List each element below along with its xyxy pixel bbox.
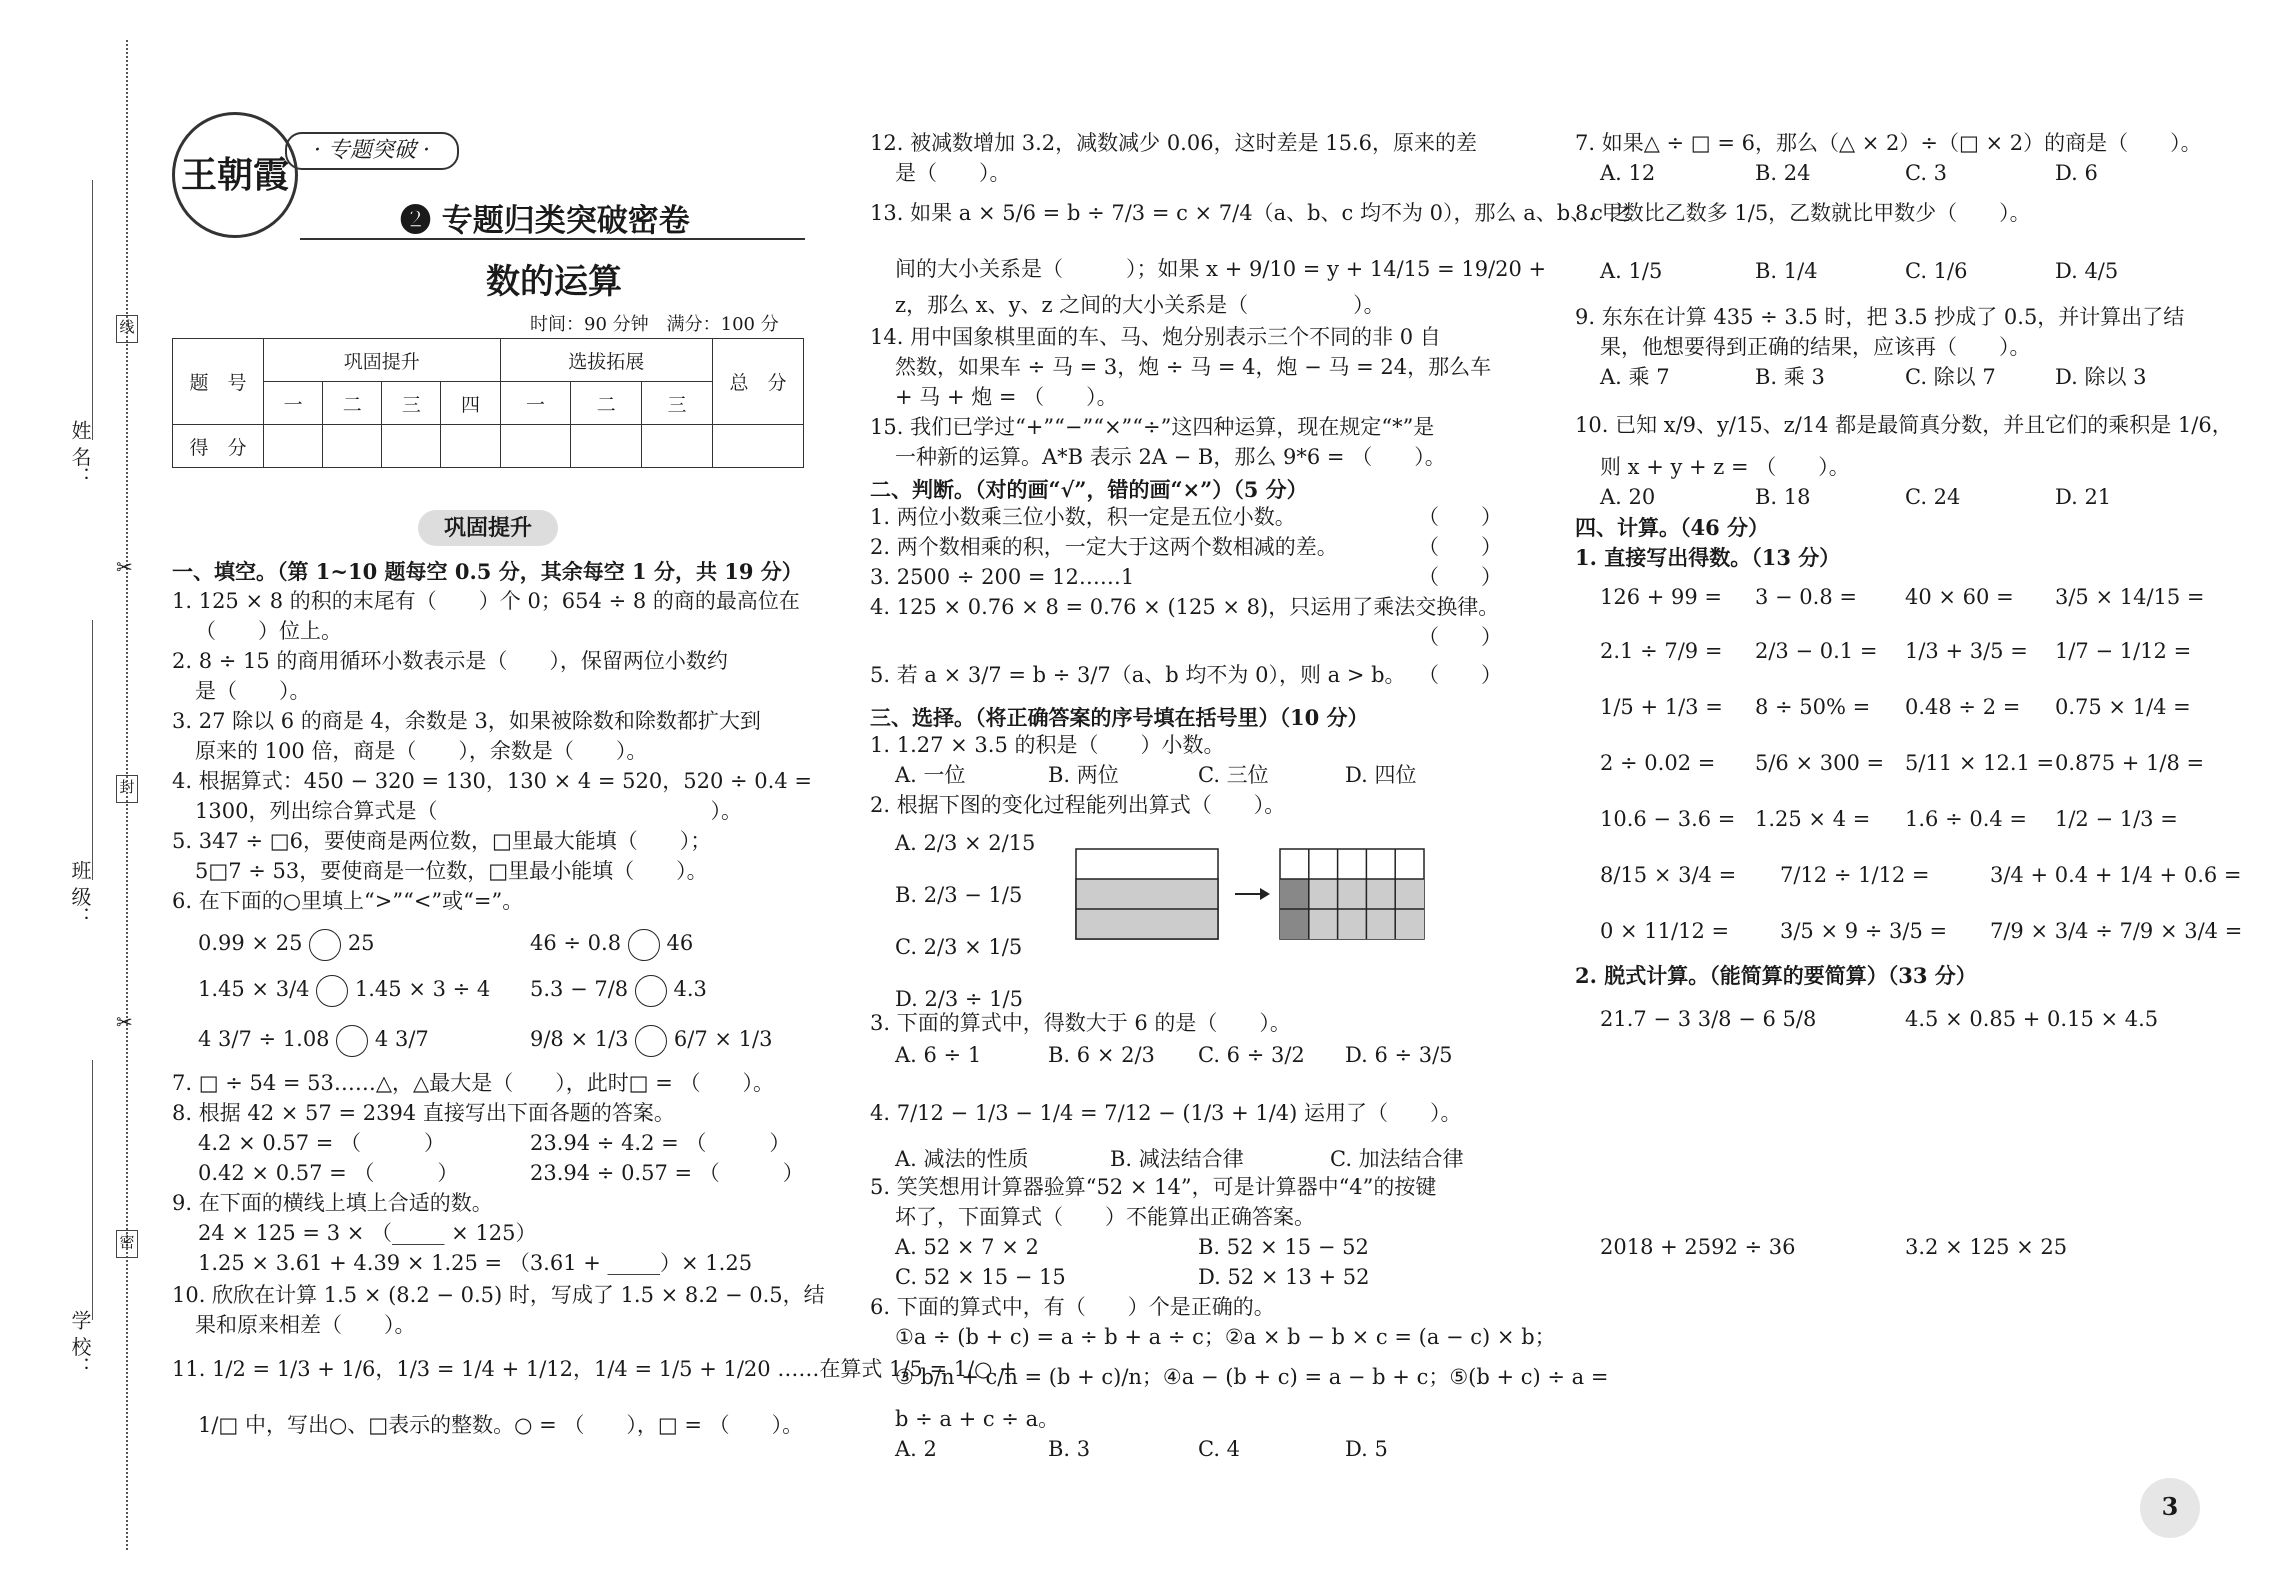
question-line: 10. 欣欣在计算 1.5 × (8.2 − 0.5) 时，写成了 1.5 × 8.2 − 0.5，结 — [172, 1283, 825, 1307]
fraction-diagram — [1075, 848, 1425, 940]
choice-question: 10. 已知 x/9、y/15、z/14 都是最简真分数，并且它们的乘积是 1/6， — [1575, 413, 2233, 437]
table-col: 一 — [264, 382, 323, 425]
name-blank[interactable] — [92, 180, 93, 440]
question-line: 2. 8 ÷ 15 的商用循环小数表示是（ ），保留两位小数约 — [172, 649, 728, 673]
judge-item: 1. 两位小数乘三位小数，积一定是五位小数。 — [870, 505, 1296, 529]
compare-circle[interactable] — [336, 1025, 368, 1057]
compare-item: 46 ÷ 0.8 46 — [530, 928, 693, 961]
direct-item: 2/3 − 0.1 = — [1755, 639, 1878, 663]
choice-question: 坏了，下面算式（ ）不能算出正确答案。 — [895, 1205, 1315, 1229]
question-line: 23.94 ÷ 4.2 = （ ） — [530, 1131, 791, 1155]
choice-option[interactable]: B. 18 — [1755, 485, 1811, 509]
choice-option[interactable]: B. 52 × 15 − 52 — [1198, 1235, 1369, 1259]
question-line: 4. 根据算式：450 − 320 = 130，130 × 4 = 520，520 ÷ 0.4 = — [172, 769, 812, 793]
question-line: 一种新的运算。A*B 表示 2A − B，那么 9*6 = （ ）。 — [895, 445, 1446, 469]
choice-option[interactable]: A. 减法的性质 — [895, 1147, 1029, 1171]
school-blank[interactable] — [92, 1060, 93, 1320]
direct-item: 1/2 − 1/3 = — [2055, 807, 2178, 831]
choice-heading: 三、选择。（将正确答案的序号填在括号里）（10 分） — [870, 705, 1369, 730]
score-cell[interactable] — [382, 425, 441, 468]
table-header: 得 分 — [173, 425, 264, 468]
compare-item: 0.99 × 25 25 — [198, 928, 375, 961]
choice-option[interactable]: C. 除以 7 — [1905, 365, 1996, 389]
choice-option[interactable]: B. 24 — [1755, 161, 1811, 185]
choice-option[interactable]: D. 6 ÷ 3/5 — [1345, 1043, 1453, 1067]
compare-item: 4 3/7 ÷ 1.08 4 3/7 — [198, 1024, 429, 1057]
class-blank[interactable] — [92, 620, 93, 880]
question-line: 5□7 ÷ 53，要使商是一位数，□里最小能填（ ）。 — [195, 859, 708, 883]
choice-statement: ①a ÷ (b + c) = a ÷ b + a ÷ c；②a × b − b × c = (a − c) × b； — [895, 1325, 1556, 1349]
direct-item: 2 ÷ 0.02 = — [1600, 751, 1716, 775]
question-line: 1.25 × 3.61 + 4.39 × 1.25 = （3.61 + _____）× 1.25 — [198, 1251, 753, 1275]
scissors-icon: ✂ — [116, 555, 133, 579]
choice-option[interactable]: A. 20 — [1600, 485, 1656, 509]
subject-title: 数的运算 — [486, 262, 622, 302]
question-line: z，那么 x、y、z 之间的大小关系是（ ）。 — [895, 293, 1385, 317]
brand-logo: 王朝霞 — [172, 112, 298, 238]
choice-option[interactable]: A. 12 — [1600, 161, 1656, 185]
question-line: 1. 125 × 8 的积的末尾有（ ）个 0；654 ÷ 8 的商的最高位在 — [172, 589, 800, 613]
question-line: 然数，如果车 ÷ 马 = 3，炮 ÷ 马 = 4，炮 − 马 = 24，那么车 — [895, 355, 1492, 379]
choice-question: 2. 根据下图的变化过程能列出算式（ ）。 — [870, 793, 1286, 817]
choice-question: 9. 东东在计算 435 ÷ 3.5 时，把 3.5 抄成了 0.5，并计算出了结 — [1575, 305, 2185, 329]
direct-heading: 1. 直接写出得数。（13 分） — [1575, 545, 1841, 570]
choice-option[interactable]: B. 2/3 − 1/5 — [895, 883, 1023, 907]
direct-item: 7/12 ÷ 1/12 = — [1780, 863, 1930, 887]
direct-item: 3/5 × 14/15 = — [2055, 585, 2205, 609]
direct-item: 126 + 99 = — [1600, 585, 1723, 609]
choice-option[interactable]: D. 2/3 ÷ 1/5 — [895, 987, 1023, 1011]
question-line: 间的大小关系是（ ）；如果 x + 9/10 = y + 14/15 = 19/20 + — [895, 257, 1547, 281]
answer-paren[interactable]: （ ） — [1418, 663, 1502, 687]
table-col: 三 — [382, 382, 441, 425]
judge-item: 3. 2500 ÷ 200 = 12……1 — [870, 565, 1135, 589]
direct-item: 3/5 × 9 ÷ 3/5 = — [1780, 919, 1948, 943]
compare-item: 9/8 × 1/3 6/7 × 1/3 — [530, 1024, 772, 1057]
table-col: 四 — [441, 382, 500, 425]
question-line: 11. 1/2 = 1/3 + 1/6，1/3 = 1/4 + 1/12，1/4 = 1/5 + 1/20 ……在算式 1/5 = 1/○ + — [172, 1357, 1017, 1381]
compare-item: 1.45 × 3/4 1.45 × 3 ÷ 4 — [198, 974, 490, 1007]
compare-circle[interactable] — [316, 975, 348, 1007]
score-cell[interactable] — [571, 425, 642, 468]
name-label: 姓 名： — [68, 420, 92, 487]
choice-option[interactable]: B. 乘 3 — [1755, 365, 1825, 389]
choice-question: 则 x + y + z = （ ）。 — [1600, 455, 1850, 479]
exam-title: ❷ 专题归类突破密卷 — [400, 203, 690, 239]
choice-option[interactable]: C. 6 ÷ 3/2 — [1198, 1043, 1305, 1067]
direct-item: 8/15 × 3/4 = — [1600, 863, 1737, 887]
flower-icon — [2140, 1478, 2200, 1538]
seal-line-char: 线 — [116, 315, 138, 343]
question-line: 12. 被减数增加 3.2，减数减少 0.06，这时差是 15.6，原来的差 — [870, 131, 1478, 155]
question-line: 5. 347 ÷ □6，要使商是两位数，□里最大能填（ ）； — [172, 829, 712, 853]
topic-tag: · 专题突破 · — [285, 132, 459, 170]
choice-option[interactable]: A. 52 × 7 × 2 — [895, 1235, 1039, 1259]
choice-option[interactable]: D. 除以 3 — [2055, 365, 2147, 389]
exam-meta: 时间：90 分钟 满分：100 分 — [530, 314, 779, 335]
question-line: 果和原来相差（ ）。 — [195, 1313, 416, 1337]
question-line: 15. 我们已学过“+”“−”“×”“÷”这四种运算，现在规定“*”是 — [870, 415, 1435, 439]
choice-option[interactable]: C. 3 — [1905, 161, 1948, 185]
class-label: 班 级： — [68, 860, 92, 927]
direct-item: 1.25 × 4 = — [1755, 807, 1871, 831]
compare-circle[interactable] — [635, 1025, 667, 1057]
question-line: 23.94 ÷ 0.57 = （ ） — [530, 1161, 804, 1185]
choice-question: 1. 1.27 × 3.5 的积是（ ）小数。 — [870, 733, 1225, 757]
direct-item: 8 ÷ 50% = — [1755, 695, 1871, 719]
question-line: 9. 在下面的横线上填上合适的数。 — [172, 1191, 493, 1215]
choice-option[interactable]: C. 24 — [1905, 485, 1961, 509]
judge-item: 2. 两个数相乘的积，一定大于这两个数相减的差。 — [870, 535, 1338, 559]
direct-item: 0.875 + 1/8 = — [2055, 751, 2205, 775]
scissors-icon: ✂ — [116, 1010, 133, 1034]
table-header: 题 号 — [173, 339, 264, 425]
step-item: 4.5 × 0.85 + 0.15 × 4.5 — [1905, 1007, 2159, 1031]
choice-question: 6. 下面的算式中，有（ ）个是正确的。 — [870, 1295, 1275, 1319]
choice-option[interactable]: A. 1/5 — [1600, 259, 1663, 283]
choice-option[interactable]: C. 4 — [1198, 1437, 1241, 1461]
choice-statement: ③ b/n + c/n = (b + c)/n；④a − (b + c) = a − b + c；⑤(b + c) ÷ a = — [895, 1365, 1609, 1389]
score-cell[interactable] — [642, 425, 713, 468]
direct-item: 2.1 ÷ 7/9 = — [1600, 639, 1723, 663]
judge-heading: 二、判断。（对的画“√”，错的画“×”）（5 分） — [870, 477, 1308, 502]
question-line: 1300，列出综合算式是（ ）。 — [195, 799, 742, 823]
choice-option[interactable]: D. 4/5 — [2055, 259, 2119, 283]
choice-question: 3. 下面的算式中，得数大于 6 的是（ ）。 — [870, 1011, 1291, 1035]
choice-option[interactable]: A. 一位 — [895, 763, 966, 787]
answer-paren[interactable]: （ ） — [1418, 535, 1502, 559]
table-col: 一 — [500, 382, 571, 425]
table-header: 总 分 — [713, 339, 804, 425]
judge-item: 5. 若 a × 3/7 = b ÷ 3/7（a、b 均不为 0），则 a > b。 — [870, 663, 1406, 687]
choice-option[interactable]: C. 2/3 × 1/5 — [895, 935, 1023, 959]
choice-question: 8. 甲数比乙数多 1/5，乙数就比甲数少（ ）。 — [1575, 201, 2031, 225]
choice-option[interactable]: B. 3 — [1048, 1437, 1091, 1461]
choice-statement: b ÷ a + c ÷ a。 — [895, 1407, 1060, 1431]
direct-item: 3/4 + 0.4 + 1/4 + 0.6 = — [1990, 863, 2242, 887]
judge-item: 4. 125 × 0.76 × 8 = 0.76 × (125 × 8)，只运用了乘法交换律。 — [870, 595, 1500, 619]
seal-seal-char: 封 — [116, 775, 138, 803]
choice-option[interactable]: D. 四位 — [1345, 763, 1417, 787]
score-cell[interactable] — [264, 425, 323, 468]
choice-option[interactable]: A. 2/3 × 2/15 — [895, 831, 1036, 855]
page-number: 3 — [2161, 1492, 2179, 1521]
question-line: 7. □ ÷ 54 = 53……△，△最大是（ ），此时□ = （ ）。 — [172, 1071, 774, 1095]
question-line: + 马 + 炮 = （ ）。 — [895, 385, 1118, 409]
compare-circle[interactable] — [628, 929, 660, 961]
question-line: 原来的 100 倍，商是（ ），余数是（ ）。 — [195, 739, 648, 763]
direct-item: 40 × 60 = — [1905, 585, 2014, 609]
question-line: 0.42 × 0.57 = （ ） — [198, 1161, 459, 1185]
direct-item: 1/3 + 3/5 = — [1905, 639, 2028, 663]
choice-option[interactable]: D. 21 — [2055, 485, 2112, 509]
choice-option[interactable]: C. 加法结合律 — [1330, 1147, 1464, 1171]
score-cell[interactable] — [500, 425, 571, 468]
question-line: 3. 27 除以 6 的商是 4，余数是 3，如果被除数和除数都扩大到 — [172, 709, 761, 733]
table-col: 二 — [323, 382, 382, 425]
choice-option[interactable]: A. 乘 7 — [1600, 365, 1670, 389]
compare-circle[interactable] — [635, 975, 667, 1007]
section-badge: 巩固提升 — [418, 510, 558, 546]
fill-blank-heading: 一、填空。（第 1~10 题每空 0.5 分，其余每空 1 分，共 19 分） — [172, 559, 803, 584]
table-group: 巩固提升 — [264, 339, 501, 382]
choice-option[interactable]: C. 52 × 15 − 15 — [895, 1265, 1066, 1289]
choice-question: 5. 笑笑想用计算器验算“52 × 14”，可是计算器中“4”的按键 — [870, 1175, 1437, 1199]
step-item: 21.7 − 3 3/8 − 6 5/8 — [1600, 1007, 1817, 1031]
compare-item: 5.3 − 7/8 4.3 — [530, 974, 707, 1007]
direct-item: 0.75 × 1/4 = — [2055, 695, 2191, 719]
question-line: 是（ ）。 — [195, 679, 311, 703]
score-cell[interactable] — [441, 425, 500, 468]
direct-item: 7/9 × 3/4 ÷ 7/9 × 3/4 = — [1990, 919, 2243, 943]
answer-paren[interactable]: （ ） — [1418, 625, 1502, 649]
direct-item: 0.48 ÷ 2 = — [1905, 695, 2021, 719]
direct-item: 10.6 − 3.6 = — [1600, 807, 1736, 831]
direct-item: 0 × 11/12 = — [1600, 919, 1730, 943]
choice-question: 4. 7/12 − 1/3 − 1/4 = 7/12 − (1/3 + 1/4) 运用了（ ）。 — [870, 1101, 1462, 1125]
direct-item: 3 − 0.8 = — [1755, 585, 1857, 609]
question-line: 是（ ）。 — [895, 161, 1011, 185]
score-cell[interactable] — [323, 425, 382, 468]
bar-before — [1076, 849, 1218, 939]
title-rule — [300, 238, 805, 240]
question-line: 8. 根据 42 × 57 = 2394 直接写出下面各题的答案。 — [172, 1101, 675, 1125]
choice-option[interactable]: D. 6 — [2055, 161, 2098, 185]
direct-item: 1.6 ÷ 0.4 = — [1905, 807, 2028, 831]
question-line: 1/□ 中，写出○、□表示的整数。○ = （ ），□ = （ ）。 — [198, 1413, 804, 1437]
question-line: 6. 在下面的○里填上“>”“<”或“=”。 — [172, 889, 524, 913]
calc-heading: 四、计算。（46 分） — [1575, 515, 1770, 540]
seal-secret-char: 密 — [116, 1230, 138, 1258]
step-item: 2018 + 2592 ÷ 36 — [1600, 1235, 1796, 1259]
choice-question: 7. 如果△ ÷ □ = 6，那么（△ × 2）÷（□ × 2）的商是（ ）。 — [1575, 131, 2202, 155]
table-col: 三 — [642, 382, 713, 425]
choice-option[interactable]: C. 1/6 — [1905, 259, 1968, 283]
question-line: 24 × 125 = 3 × （_____ × 125） — [198, 1221, 537, 1245]
choice-option[interactable]: D. 52 × 13 + 52 — [1198, 1265, 1370, 1289]
choice-option[interactable]: B. 减法结合律 — [1110, 1147, 1244, 1171]
score-cell[interactable] — [713, 425, 804, 468]
question-line: 4.2 × 0.57 = （ ） — [198, 1131, 446, 1155]
choice-option[interactable]: B. 6 × 2/3 — [1048, 1043, 1155, 1067]
answer-paren[interactable]: （ ） — [1418, 565, 1502, 589]
choice-option[interactable]: A. 2 — [895, 1437, 937, 1461]
bar-after — [1280, 849, 1424, 939]
choice-option[interactable]: B. 两位 — [1048, 763, 1119, 787]
arrow-icon — [1235, 888, 1270, 900]
step-item: 3.2 × 125 × 25 — [1905, 1235, 2068, 1259]
answer-paren[interactable]: （ ） — [1418, 505, 1502, 529]
direct-item: 5/6 × 300 = — [1755, 751, 1885, 775]
direct-item: 5/11 × 12.1 = — [1905, 751, 2055, 775]
choice-option[interactable]: B. 1/4 — [1755, 259, 1818, 283]
score-table — [172, 338, 804, 468]
table-col: 二 — [571, 382, 642, 425]
compare-circle[interactable] — [309, 929, 341, 961]
school-label: 学 校： — [68, 1310, 92, 1377]
choice-option[interactable]: C. 三位 — [1198, 763, 1269, 787]
question-line: 14. 用中国象棋里面的车、马、炮分别表示三个不同的非 0 自 — [870, 325, 1441, 349]
question-line: 13. 如果 a × 5/6 = b ÷ 7/3 = c × 7/4（a、b、c 均不为 0），那么 a、b、c 之 — [870, 201, 1631, 225]
table-group: 选拔拓展 — [500, 339, 712, 382]
direct-item: 1/7 − 1/12 = — [2055, 639, 2192, 663]
choice-option[interactable]: A. 6 ÷ 1 — [895, 1043, 982, 1067]
choice-option[interactable]: D. 5 — [1345, 1437, 1388, 1461]
step-heading: 2. 脱式计算。（能简算的要简算）（33 分） — [1575, 963, 1977, 988]
direct-item: 1/5 + 1/3 = — [1600, 695, 1723, 719]
question-line: （ ）位上。 — [195, 619, 342, 643]
choice-question: 果，他想要得到正确的结果，应该再（ ）。 — [1600, 335, 2031, 359]
